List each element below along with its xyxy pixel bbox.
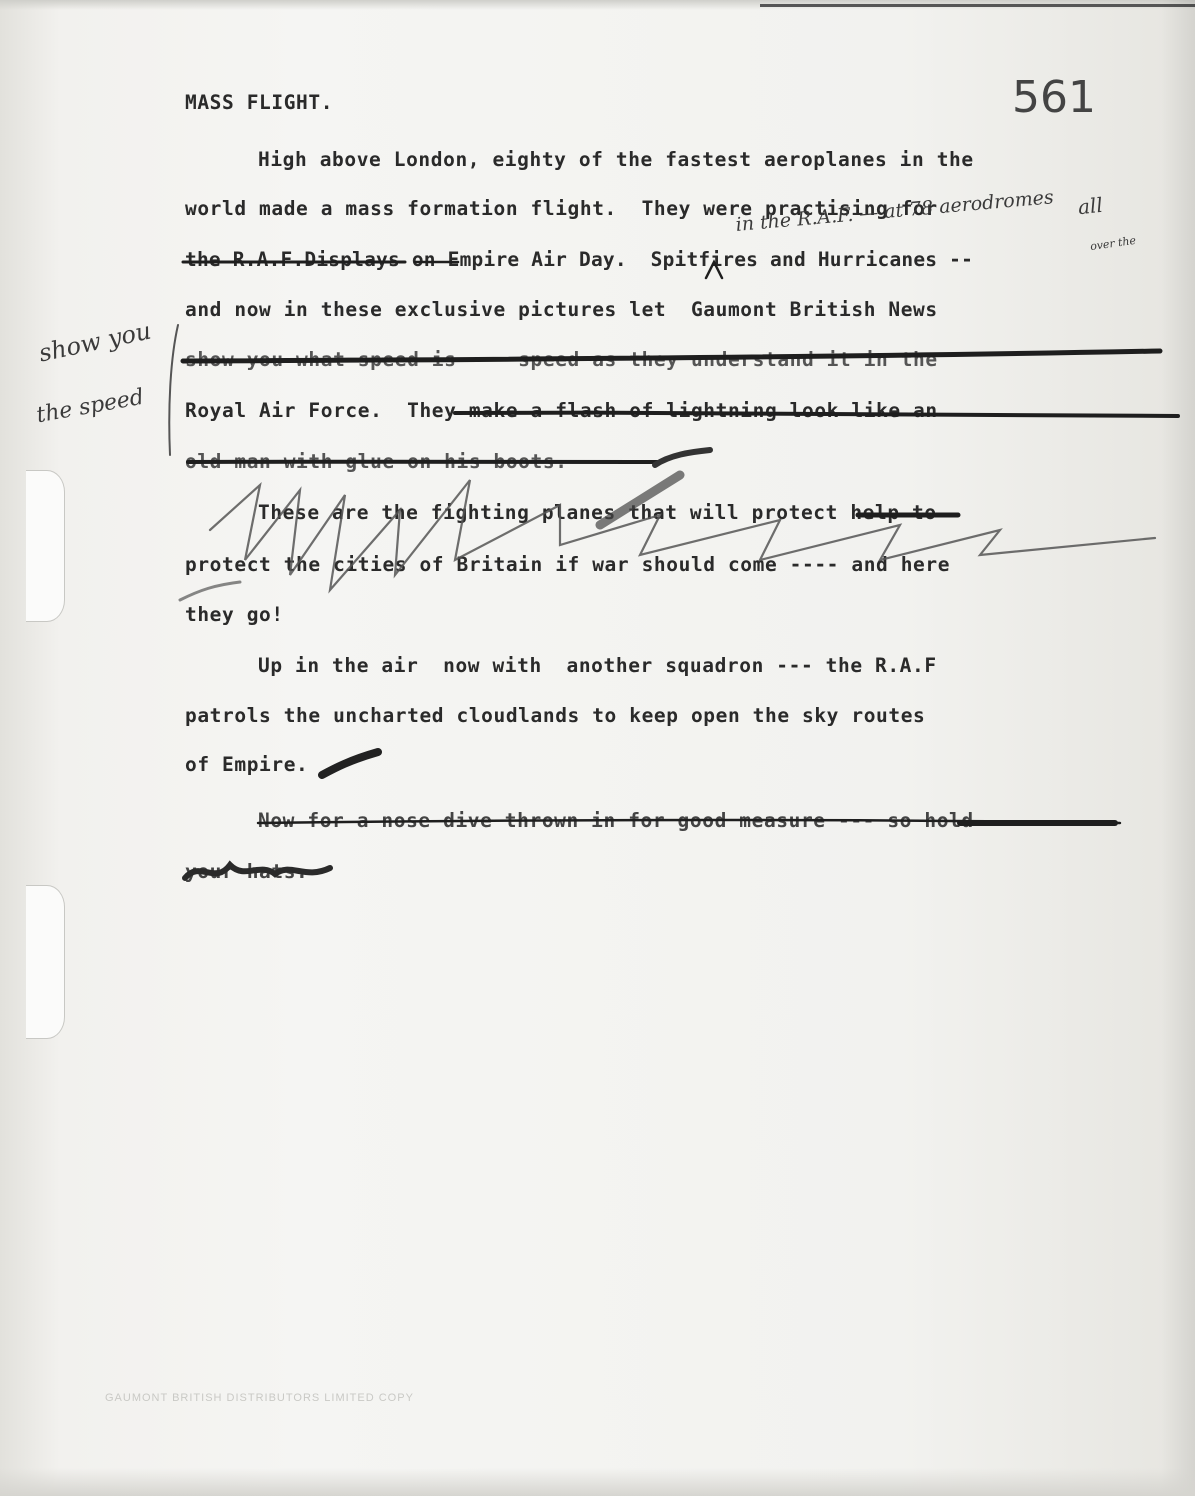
body-line-12: patrols the uncharted cloudlands to keep open the sky routes [185,704,926,727]
body-line-8: These are the fighting planes that will protect help to [258,501,937,524]
body-line-4: and now in these exclusive pictures let Gaumont British News [185,298,938,321]
punch-hole-top [26,470,65,622]
body-line-1: High above London, eighty of the fastest aeroplanes in the [258,148,974,171]
body-line-3: the R.A.F.Displays on Empire Air Day. Spitfires and Hurricanes -- [185,248,974,271]
scribble-end-7 [655,450,710,465]
handwritten-margin-show: show you [36,316,154,368]
body-line-6: Royal Air Force. They make a flash of lightning look like an [185,399,938,422]
bottom-edge-shadow [0,1468,1195,1496]
scribble-left [180,582,240,600]
faint-footer-text: GAUMONT BRITISH DISTRIBUTORS LIMITED COPY [105,1392,414,1404]
body-line-2: world made a mass formation flight. They were practising for [185,197,938,220]
body-line-11: Up in the air now with another squadron --- the R.A.F [258,654,937,677]
body-line-14: Now for a nose dive thrown in for good measure --- so hold [258,809,974,832]
punch-hole-bottom [26,885,65,1039]
handwritten-insert-over: over the [1089,233,1137,254]
document-title: MASS FLIGHT. [185,91,334,114]
body-line-10: they go! [185,603,284,626]
top-border-line [760,4,1195,7]
empire-smudge [322,752,378,775]
body-line-7: old man with glue on his boots. [185,450,568,473]
margin-bracket [169,325,178,455]
right-edge-shadow [1161,0,1195,1496]
handwritten-insert-all: all [1076,192,1104,220]
body-line-9: protect the cities of Britain if war should come ---- and here [185,553,951,576]
handwritten-margin-speed: the speed [34,384,146,429]
body-line-13: of Empire. [185,753,309,776]
handwritten-insert-raf: in the R.A.F. — at 78 aerodromes [734,186,1055,236]
body-line-5: show you what speed is --- speed as they understand it in the [185,348,938,371]
body-line-15: your hats. [185,860,309,883]
page-number: 561 [1012,72,1096,123]
